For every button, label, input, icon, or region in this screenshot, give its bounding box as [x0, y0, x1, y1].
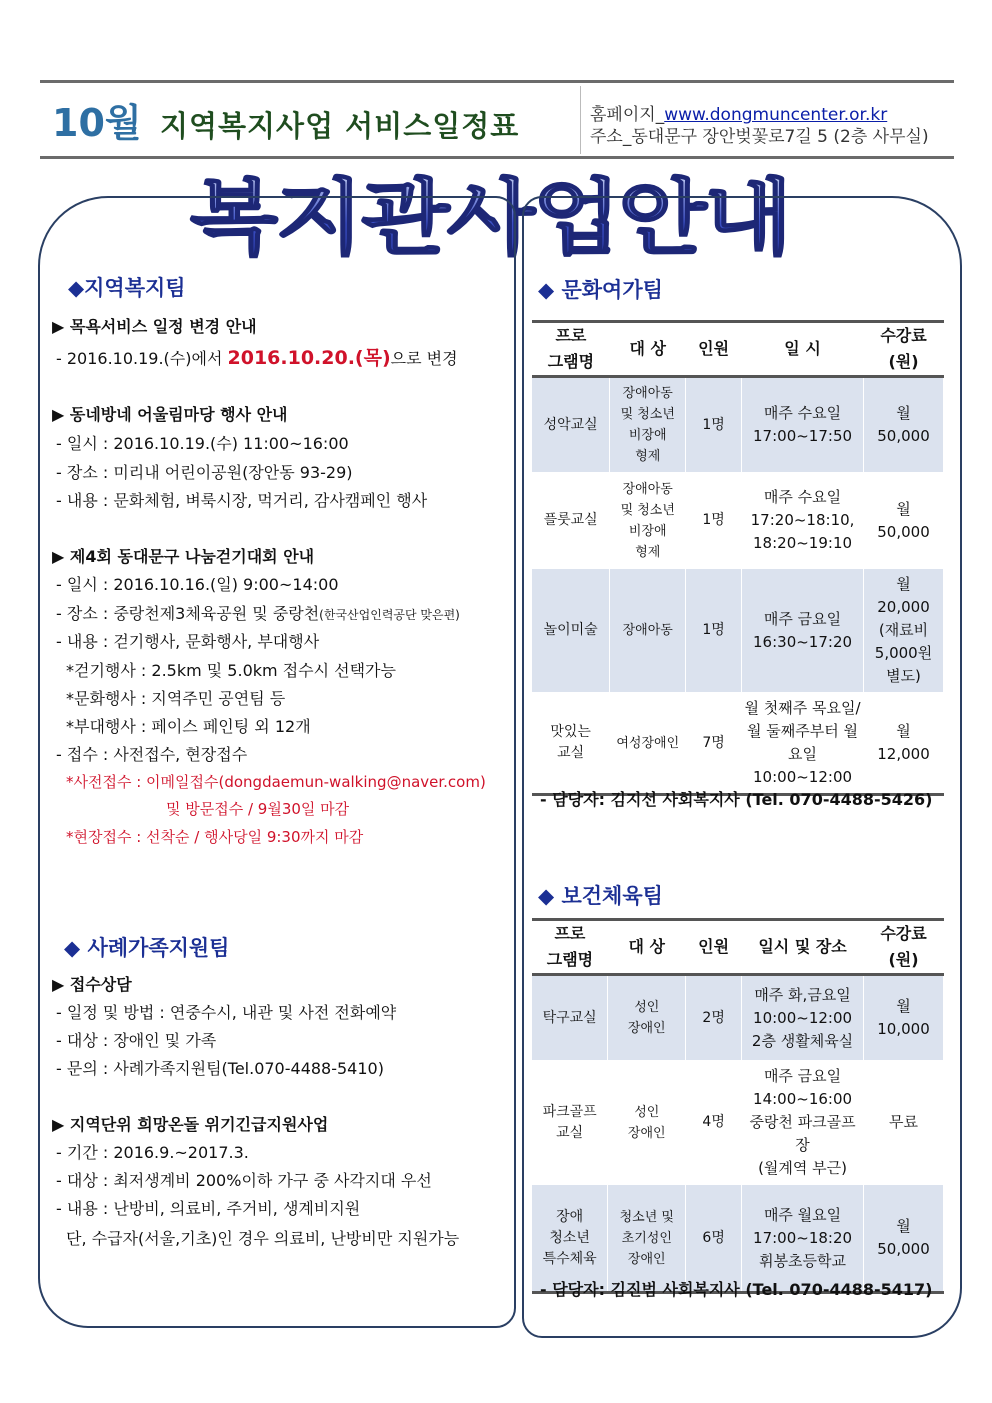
cell-schedule: 매주 수요일 17:20~18:10, 18:20~19:10 [742, 473, 864, 569]
cell-count: 1명 [686, 377, 742, 473]
homepage-label: 홈페이지_ [590, 105, 665, 125]
notice-consult-head: ▶ 접수상담 [52, 975, 132, 994]
cell-program-name: 파크골프 교실 [532, 1061, 608, 1185]
table-row [532, 473, 944, 569]
walk-sub-1: *걷기행사 : 2.5km 및 5.0km 접수시 선택가능 [66, 661, 396, 680]
cell-target: 여성장애인 [610, 693, 686, 795]
walk-sub-2: *문화행사 : 지역주민 공연팀 등 [66, 689, 286, 708]
walk-onsite-reg: *현장접수 : 선착순 / 행사당일 9:30까지 마감 [66, 828, 364, 846]
cell-schedule: 매주 금요일 14:00~16:00 중랑천 파크골프장 (월계역 부근) [742, 1061, 864, 1185]
header-bottom-rule [40, 156, 954, 159]
emergency-target: - 대상 : 최저생계비 200%이하 가구 중 사각지대 우선 [56, 1171, 432, 1190]
col-target: 대 상 [610, 322, 686, 377]
section-title-family: ◆ 사례가족지원팀 [64, 936, 230, 960]
table-header-row [532, 920, 944, 975]
table-header-row [532, 322, 944, 377]
consult-contact: - 문의 : 사례가족지원팀(Tel.070-4488-5410) [56, 1059, 384, 1078]
cell-count: 6명 [686, 1185, 742, 1293]
cell-fee: 월 10,000 [864, 975, 944, 1061]
col-time: 일시 및 장소 [742, 920, 864, 975]
cell-fee: 월 12,000 [864, 693, 944, 795]
cell-program-name: 놀이미술 [532, 569, 610, 693]
cell-program-name: 탁구교실 [532, 975, 608, 1061]
culture-schedule-table [532, 320, 944, 796]
cell-count: 2명 [686, 975, 742, 1061]
notice-festival-head: ▶ 동네방네 어울림마당 행사 안내 [52, 405, 288, 424]
culture-contact: - 담당자: 김지선 사회복지사 (Tel. 070-4488-5426) [540, 790, 933, 809]
table-row [532, 693, 944, 795]
cell-count: 7명 [686, 693, 742, 795]
cell-schedule: 매주 수요일 17:00~17:50 [742, 377, 864, 473]
table-row [532, 569, 944, 693]
cell-target: 청소년 및 초기성인 장애인 [608, 1185, 686, 1293]
col-target: 대 상 [608, 920, 686, 975]
header-divider [580, 86, 581, 154]
walk-sub-3: *부대행사 : 페이스 페인팅 외 12개 [66, 717, 311, 736]
col-fee: 수강료 (원) [864, 322, 944, 377]
festival-content: - 내용 : 문화체험, 벼룩시장, 먹거리, 감사캠페인 행사 [56, 491, 428, 510]
cell-target: 장애아동 및 청소년 비장애 형제 [610, 473, 686, 569]
cell-target: 장애아동 및 청소년 비장애 형제 [610, 377, 686, 473]
header-top-rule [40, 80, 954, 83]
new-date: 2016.10.20.(목) [227, 347, 391, 369]
health-contact: - 담당자: 김진범 사회복지사 (Tel. 070-4488-5417) [540, 1280, 933, 1299]
notice-bath-head: ▶ 목욕서비스 일정 변경 안내 [52, 317, 257, 336]
walk-place: - 장소 : 중랑천제3체육공원 및 중랑천(한국산업인력공단 맞은편) [56, 604, 460, 623]
cell-fee: 월 50,000 [864, 377, 944, 473]
homepage-link[interactable]: www.dongmuncenter.or.kr [664, 105, 888, 125]
col-count: 인원 [686, 920, 742, 975]
emergency-period: - 기간 : 2016.9.~2017.3. [56, 1143, 249, 1162]
cell-schedule: 월 첫째주 목요일/ 월 둘째주부터 월요일 10:00~12:00 [742, 693, 864, 795]
cell-fee: 월 50,000 [864, 1185, 944, 1293]
festival-place: - 장소 : 미리내 어린이공원(장안동 93-29) [56, 463, 353, 482]
health-schedule-table [532, 918, 944, 1294]
notice-walk-head: ▶ 제4회 동대문구 나눔걷기대회 안내 [52, 547, 315, 566]
col-program: 프로 그램명 [532, 920, 608, 975]
section-title-health: ◆ 보건체육팀 [538, 884, 663, 908]
col-time: 일 시 [742, 322, 864, 377]
consult-method: - 일정 및 방법 : 연중수시, 내관 및 사전 전화예약 [56, 1003, 397, 1022]
cell-count: 1명 [686, 569, 742, 693]
walk-date: - 일시 : 2016.10.16.(일) 9:00~14:00 [56, 575, 339, 594]
cell-fee: 무료 [864, 1061, 944, 1185]
table-row [532, 975, 944, 1061]
notice-bath-line: - 2016.10.19.(수)에서 2016.10.20.(목)으로 변경 [56, 347, 458, 369]
emergency-note: 단, 수급자(서울,기초)인 경우 의료비, 난방비만 지원가능 [66, 1229, 460, 1248]
col-program: 프로 그램명 [532, 322, 610, 377]
cell-fee: 월 50,000 [864, 473, 944, 569]
cell-program-name: 플룻교실 [532, 473, 610, 569]
page-title: 지역복지사업 서비스일정표 [160, 109, 520, 143]
section-title-community: ◆지역복지팀 [68, 276, 186, 300]
section-title-culture: ◆ 문화여가팀 [538, 278, 663, 302]
walk-pre-reg-2: 및 방문접수 / 9월30일 마감 [166, 800, 350, 818]
table-row [532, 377, 944, 473]
cell-target: 성인 장애인 [608, 1061, 686, 1185]
table-row [532, 1061, 944, 1185]
cell-schedule: 매주 월요일 17:00~18:20 휘봉초등학교 [742, 1185, 864, 1293]
cell-program-name: 성악교실 [532, 377, 610, 473]
cell-fee: 월 20,000 (재료비 5,000원 별도) [864, 569, 944, 693]
address-line: 주소_동대문구 장안벚꽃로7길 5 (2층 사무실) [590, 127, 929, 147]
cell-program-name: 맛있는 교실 [532, 693, 610, 795]
banner-text: 복지관사업안내 [190, 172, 790, 264]
cell-target: 성인 장애인 [608, 975, 686, 1061]
cell-schedule: 매주 화,금요일 10:00~12:00 2층 생활체육실 [742, 975, 864, 1061]
walk-pre-reg: *사전접수 : 이메일접수(dongdaemun-walking@naver.com) [66, 773, 486, 791]
col-fee: 수강료 (원) [864, 920, 944, 975]
cell-schedule: 매주 금요일 16:30~17:20 [742, 569, 864, 693]
walk-registration: - 접수 : 사전접수, 현장접수 [56, 745, 248, 764]
walk-content: - 내용 : 걷기행사, 문화행사, 부대행사 [56, 632, 320, 651]
consult-target: - 대상 : 장애인 및 가족 [56, 1031, 217, 1050]
month-label: 10월 [52, 101, 142, 145]
cell-count: 4명 [686, 1061, 742, 1185]
emergency-content: - 내용 : 난방비, 의료비, 주거비, 생계비지원 [56, 1199, 361, 1218]
festival-date: - 일시 : 2016.10.19.(수) 11:00~16:00 [56, 434, 349, 453]
cell-count: 1명 [686, 473, 742, 569]
notice-emergency-head: ▶ 지역단위 희망온돌 위기긴급지원사업 [52, 1115, 329, 1134]
col-count: 인원 [686, 322, 742, 377]
cell-program-name: 장애 청소년 특수체육 [532, 1185, 608, 1293]
cell-target: 장애아동 [610, 569, 686, 693]
